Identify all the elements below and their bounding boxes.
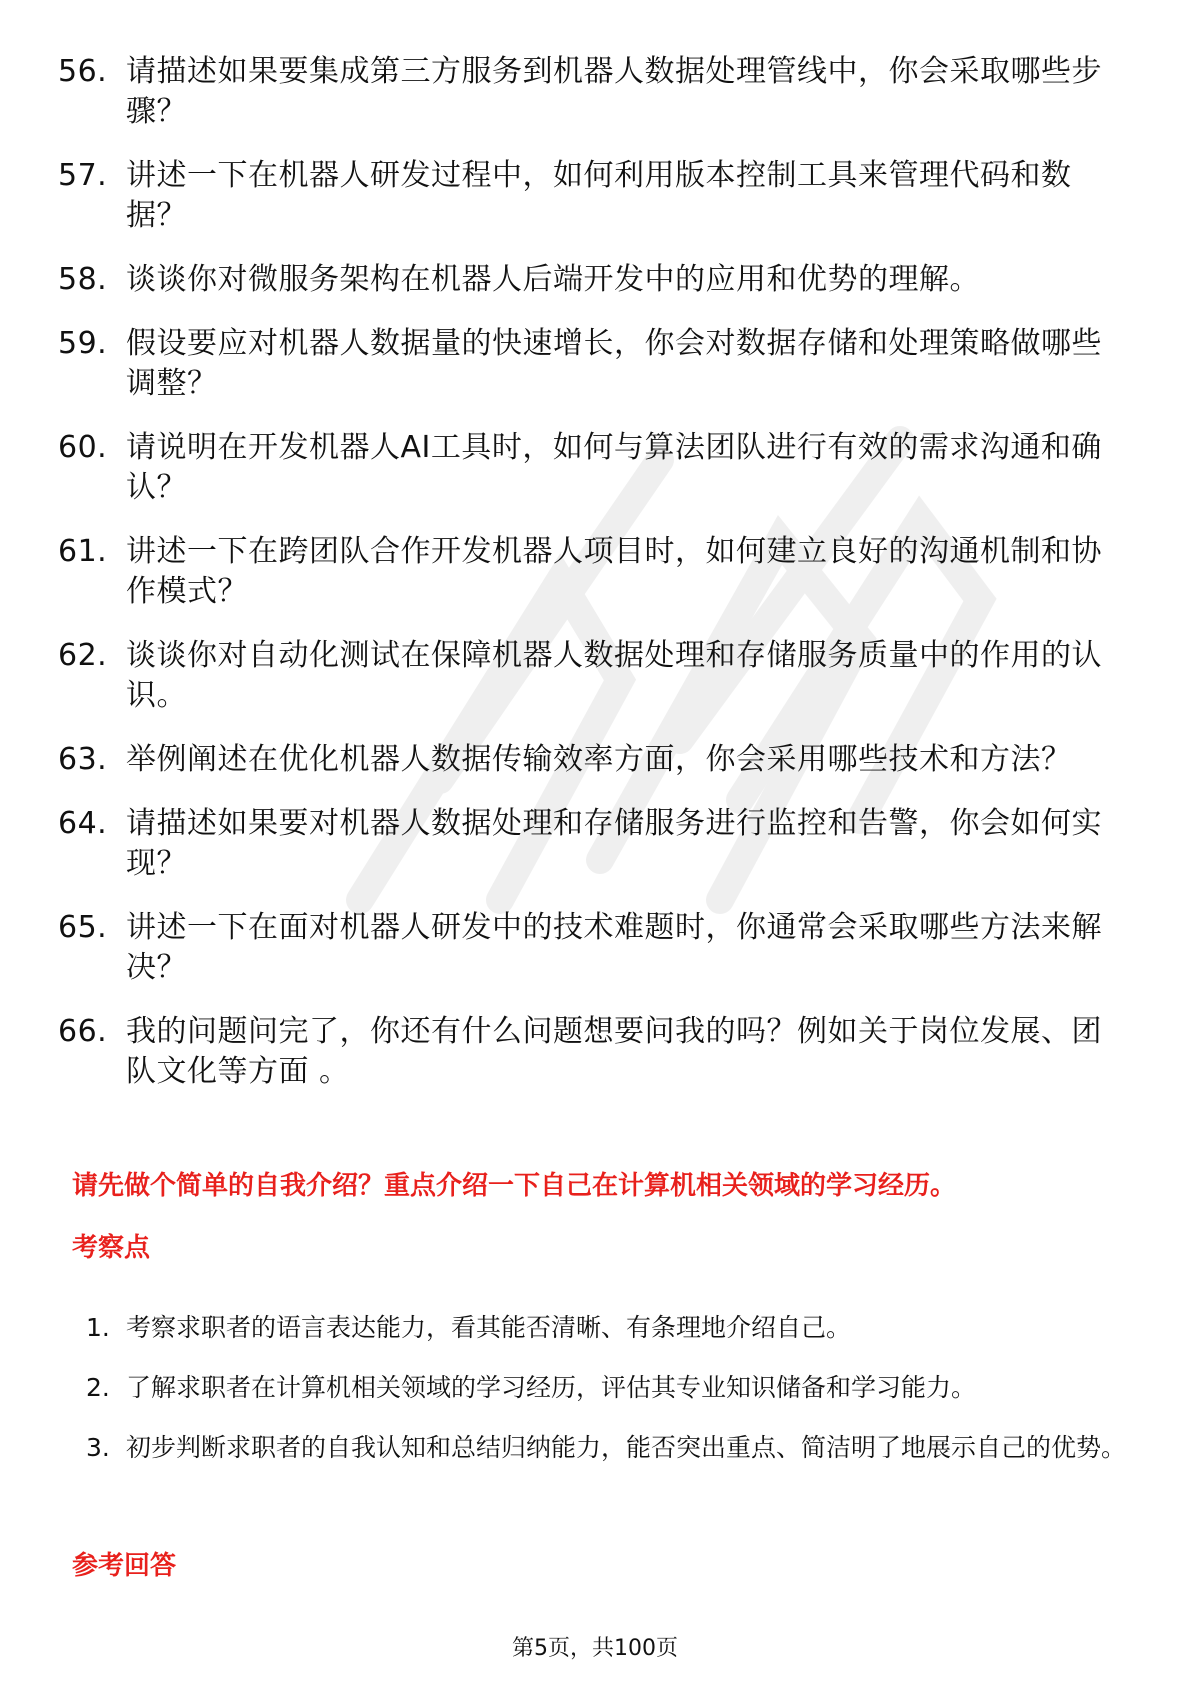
list-item: [58, 1012, 1118, 1092]
section-question-heading: 请先做个简单的自我介绍？重点介绍一下自己在计算机相关领域的学习经历。: [72, 1171, 957, 1201]
answer-heading: 参考回答: [72, 1551, 177, 1581]
points-heading: 考察点: [72, 1233, 151, 1263]
question-text: 谈谈你对微服务架构在机器人后端开发中的应用和优势的理解。: [126, 262, 980, 297]
question-number: 63.: [58, 742, 108, 777]
list-item: [58, 740, 1118, 780]
point-text: 了解求职者在计算机相关领域的学习经历，评估其专业知识储备和学习能力。: [126, 1373, 977, 1402]
point-text: 初步判断求职者的自我认知和总结归纳能力，能否突出重点、简洁明了地展示自己的优势。: [126, 1433, 1127, 1462]
question-number: 58.: [58, 262, 108, 297]
question-number: 64.: [58, 806, 108, 841]
point-number: 2.: [86, 1373, 110, 1402]
page-footer: 第5页，共100页: [512, 1636, 678, 1661]
question-text: 谈谈你对自动化测试在保障机器人数据处理和存储服务质量中的作用的认识。: [126, 638, 1102, 713]
list-item: [58, 324, 1118, 404]
question-number: 62.: [58, 638, 108, 673]
question-text: 请说明在开发机器人AI工具时，如何与算法团队进行有效的需求沟通和确认？: [126, 430, 1102, 505]
question-text: 我的问题问完了，你还有什么问题想要问我的吗？例如关于岗位发展、团队文化等方面 。: [126, 1014, 1102, 1089]
point-number: 3.: [86, 1433, 110, 1462]
list-item: [58, 908, 1118, 988]
question-text: 假设要应对机器人数据量的快速增长，你会对数据存储和处理策略做哪些调整？: [126, 326, 1102, 401]
question-list: [58, 52, 1118, 1116]
points-list: [86, 1298, 1126, 1478]
question-text: 请描述如果要集成第三方服务到机器人数据处理管线中，你会采取哪些步骤？: [126, 54, 1102, 129]
question-number: 60.: [58, 430, 108, 465]
list-item: [58, 52, 1118, 132]
list-item: [58, 156, 1118, 236]
list-item: [58, 804, 1118, 884]
list-item: [58, 260, 1118, 300]
point-number: 1.: [86, 1313, 110, 1342]
list-item: [58, 532, 1118, 612]
list-item: [58, 636, 1118, 716]
list-item: [86, 1418, 1126, 1478]
question-text: 讲述一下在跨团队合作开发机器人项目时，如何建立良好的沟通机制和协作模式？: [126, 534, 1102, 609]
question-number: 66.: [58, 1014, 108, 1049]
question-number: 56.: [58, 54, 108, 89]
question-number: 65.: [58, 910, 108, 945]
point-text: 考察求职者的语言表达能力，看其能否清晰、有条理地介绍自己。: [126, 1313, 852, 1342]
list-item: [86, 1358, 1126, 1418]
question-number: 61.: [58, 534, 108, 569]
question-number: 57.: [58, 158, 108, 193]
question-text: 举例阐述在优化机器人数据传输效率方面，你会采用哪些技术和方法？: [126, 742, 1072, 777]
question-number: 59.: [58, 326, 108, 361]
list-item: [58, 428, 1118, 508]
question-text: 请描述如果要对机器人数据处理和存储服务进行监控和告警，你会如何实现？: [126, 806, 1102, 881]
question-text: 讲述一下在面对机器人研发中的技术难题时，你通常会采取哪些方法来解决？: [126, 910, 1102, 985]
list-item: [86, 1298, 1126, 1358]
question-text: 讲述一下在机器人研发过程中，如何利用版本控制工具来管理代码和数据？: [126, 158, 1072, 233]
